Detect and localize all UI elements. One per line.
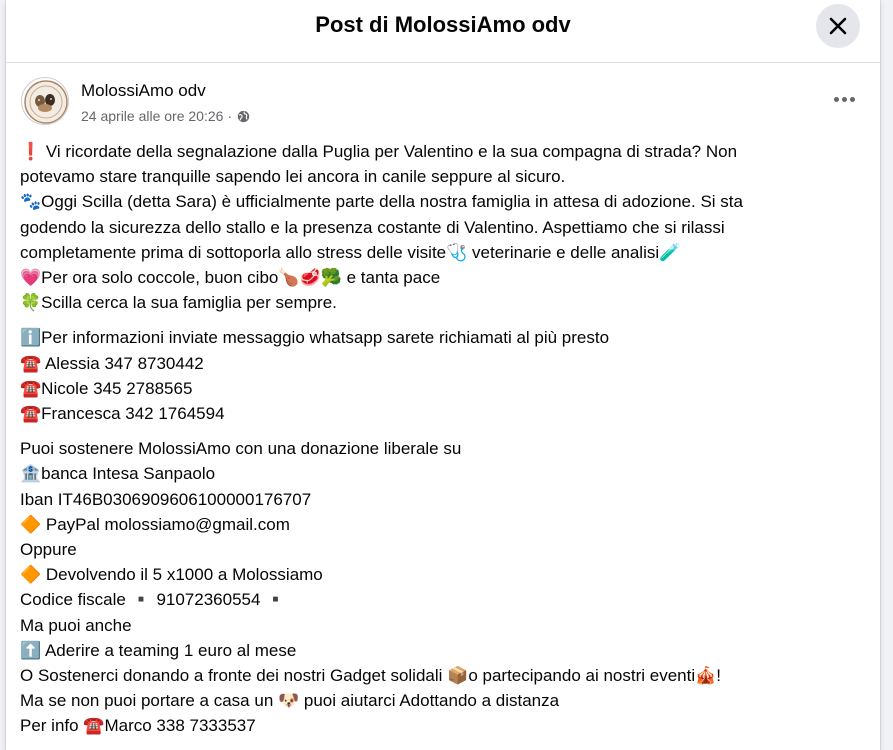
- text-line: Oppure: [20, 540, 77, 560]
- text-line: Iban IT46B0306909606100000176707: [20, 489, 312, 509]
- more-dot-icon: [842, 97, 847, 102]
- text-line: ☎️Francesca 342 1764594: [20, 404, 225, 424]
- text-line: ❗ Vi ricordate della segnalazione dalla Puglia per Valentino e la sua compagna di strada? Non: [20, 142, 738, 161]
- text-line: ⬆️ Aderire a teaming 1 euro al mese: [20, 640, 297, 660]
- close-icon: [828, 16, 848, 36]
- post-paragraph: [20, 325, 866, 426]
- more-dot-icon: [834, 97, 839, 102]
- text-line: 💗Per ora solo coccole, buon cibo🍗🥩🥦 e tanta pace: [20, 268, 441, 288]
- post-dialog: [6, 0, 880, 750]
- dialog-header: [6, 0, 880, 63]
- text-line: 🔶 PayPal molossiamo@gmail.com: [20, 514, 290, 534]
- text-line: ℹ️Per informazioni inviate messaggio whatsapp sarete richiamati al più presto: [20, 328, 610, 348]
- text-line: godendo la sicurezza dello stallo e la presenza costante di Valentino. Aspettiamo che si rilassi: [20, 217, 725, 237]
- globe-icon: [237, 110, 250, 123]
- dialog-title: Post di MolossiAmo odv: [315, 12, 571, 37]
- text-line: Per info ☎️Marco 338 7333537: [20, 716, 256, 736]
- text-line: Codice fiscale ▪️ 91072360554 ▪️: [20, 590, 287, 610]
- post-body: [6, 127, 880, 739]
- close-button[interactable]: [816, 4, 860, 48]
- avatar[interactable]: [21, 77, 69, 125]
- meta-separator: ·: [227, 108, 233, 124]
- more-dot-icon: [850, 97, 855, 102]
- post-meta: [81, 108, 250, 124]
- text-line: Ma puoi anche: [20, 615, 132, 635]
- text-line: 🐾Oggi Scilla (detta Sara) è ufficialmente parte della nostra famiglia in attesa di adozione. Si sta: [20, 192, 743, 212]
- post-paragraph: [20, 436, 866, 738]
- text-line: Puoi sostenere MolossiAmo con una donazione liberale su: [20, 439, 462, 459]
- text-line: O Sostenerci donando a fronte dei nostri Gadget solidali 📦o partecipando ai nostri eventi🎪!: [20, 666, 722, 686]
- author-name[interactable]: MolossiAmo odv: [81, 81, 206, 100]
- text-line: ☎️Nicole 345 2788565: [20, 378, 193, 398]
- text-line: 🔶 Devolvendo il 5 x1000 a Molossiamo: [20, 565, 323, 585]
- text-line: 🍀Scilla cerca la sua famiglia per sempre.: [20, 293, 337, 313]
- text-line: potevamo stare tranquille sapendo lei ancora in canile seppure al sicuro.: [20, 167, 566, 187]
- page-logo-icon: [22, 78, 69, 125]
- text-line: completamente prima di sottoporla allo stress delle visite🩺 veterinarie e delle analisi🧪: [20, 242, 681, 262]
- post-timestamp[interactable]: 24 aprile alle ore 20:26: [81, 108, 224, 124]
- text-line: 🏦banca Intesa Sanpaolo: [20, 464, 216, 484]
- post-header: [6, 63, 880, 127]
- text-line: Ma se non puoi portare a casa un 🐶 puoi aiutarci Adottando a distanza: [20, 691, 560, 711]
- text-line: ☎️ Alessia 347 8730442: [20, 353, 204, 373]
- more-options-button[interactable]: [826, 89, 862, 109]
- post-paragraph: [20, 139, 866, 315]
